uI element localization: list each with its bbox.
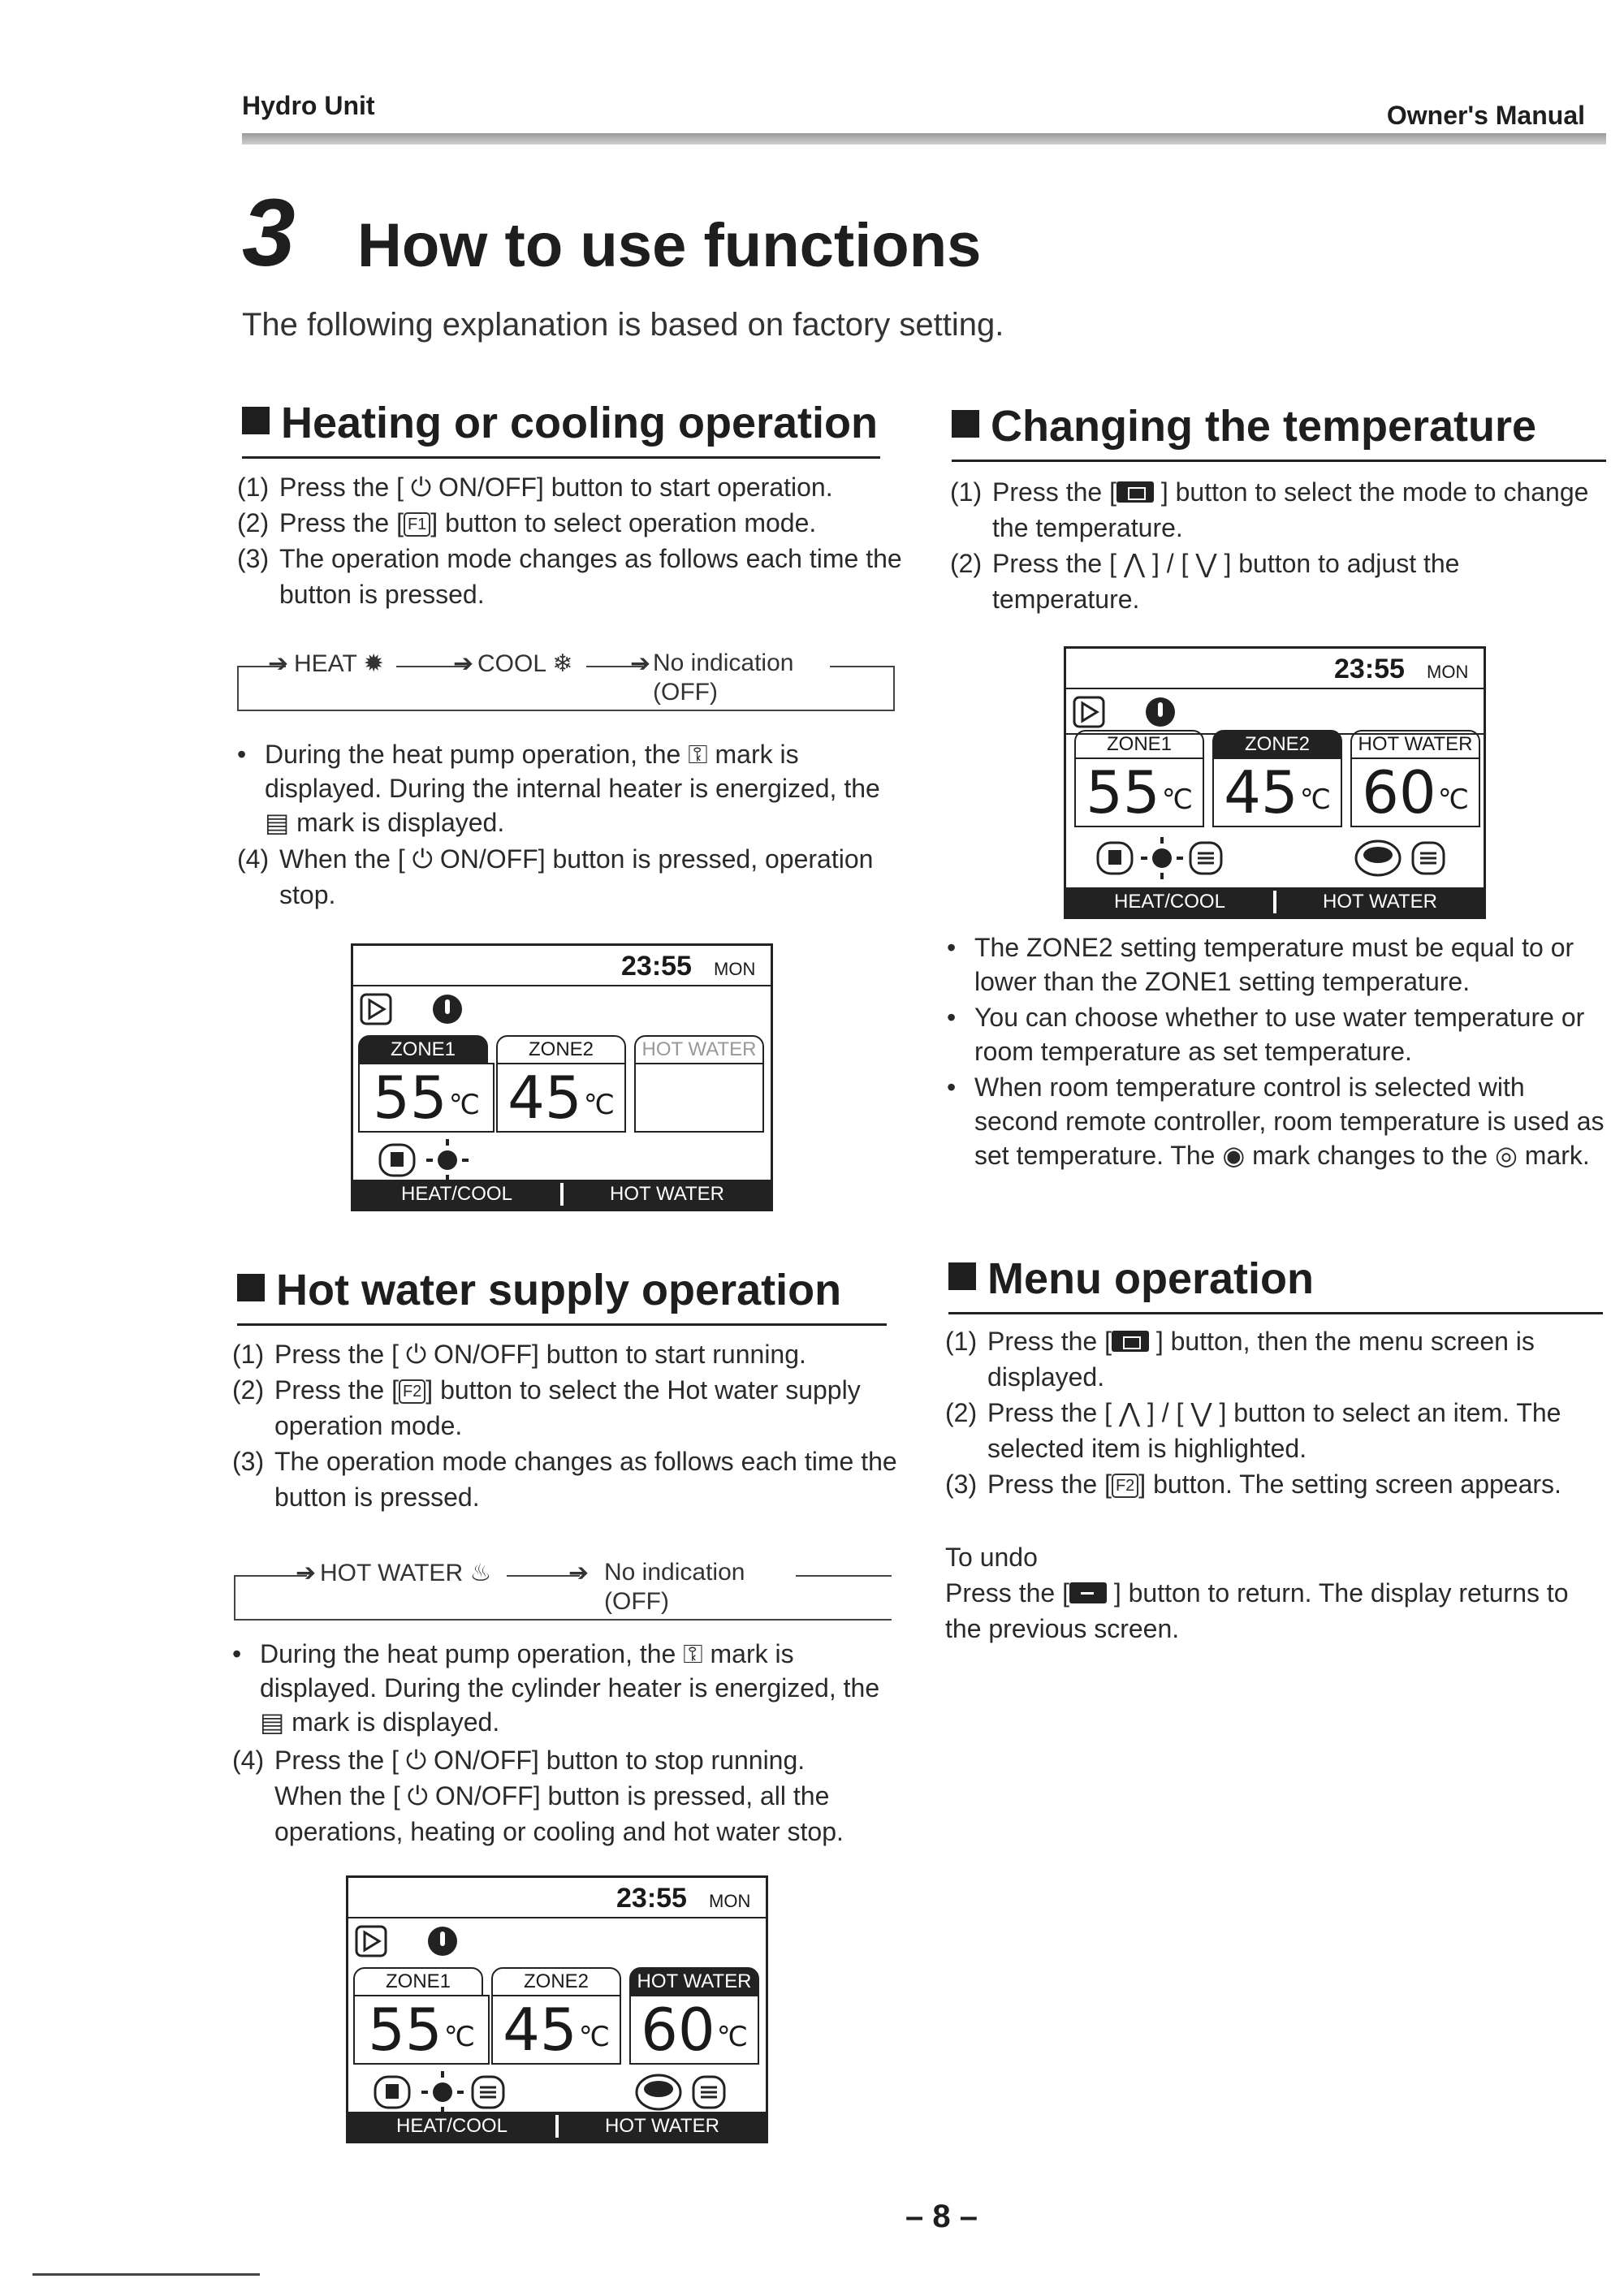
lcd-hotwater-temp: 60 ℃ — [629, 1995, 759, 2065]
hotwater-step-3: (3) The operation mode changes as follows each time the button is pressed. — [232, 1447, 897, 1512]
menu-step-2: (2) Press the [ ⋀ ] / [ ⋁ ] button to select an item. The selected item is highlighted. — [945, 1398, 1561, 1463]
sun-icon — [418, 2069, 467, 2115]
lcd-hotwater-tab: HOT WATER — [634, 1035, 764, 1064]
heating-step-1: (1) Press the [ ⏻ ON/OFF] button to start operation. — [237, 473, 833, 502]
lcd-zone1-temp: 55 ℃ — [353, 1995, 490, 2065]
menu-key-icon — [1112, 1331, 1149, 1352]
lcd-footer — [1066, 887, 1484, 917]
lcd-zone2-temp: 45 ℃ — [1212, 757, 1342, 827]
lcd-hotwater-label: HOT WATER — [605, 2115, 719, 2137]
menu-step-1: (1) Press the [ ] button, then the menu screen is displayed. — [945, 1327, 1535, 1392]
lcd-time: 23:55 — [1334, 654, 1405, 684]
lcd-heatcool-label: HEAT/COOL — [396, 2115, 508, 2137]
water-temp-icon — [431, 993, 464, 1025]
heater-icon — [1410, 840, 1446, 876]
heater-icon — [691, 2074, 727, 2110]
play-mode-icon — [1073, 696, 1105, 728]
square-bullet-icon — [948, 1262, 976, 1290]
lcd-footer — [348, 2112, 766, 2141]
square-bullet-icon — [952, 410, 979, 438]
chapter-title: How to use functions — [357, 211, 982, 280]
lcd-time: 23:55 — [616, 1883, 687, 1914]
sun-icon — [423, 1137, 472, 1183]
power-icon: ⏻ — [410, 473, 432, 502]
menu-undo: To undo Press the [ ] button to return. The display returns to the previous screen. — [945, 1539, 1605, 1646]
changing-bullet: • The ZONE2 setting temperature must be equal to or lower than the ZONE1 setting temperature. — [947, 933, 1574, 996]
flow-hotwater-label: HOT WATER — [320, 1560, 464, 1586]
water-temp-icon — [1144, 696, 1177, 728]
f2-key-icon: F2 — [1112, 1474, 1138, 1498]
lcd-zone1-tab: ZONE1 — [358, 1035, 488, 1064]
heat-pump-icon — [1095, 840, 1134, 876]
section-heading-changing: Changing the temperature — [952, 404, 1606, 462]
lcd-zone2-tab: ZONE2 — [491, 1967, 621, 1996]
menu-steps — [945, 1323, 1605, 1502]
heater-icon: ▤ — [265, 808, 290, 837]
hotwater-bullets — [232, 1637, 892, 1741]
chapter-intro: The following explanation is based on factory setting. — [242, 307, 1004, 343]
changing-step-1: (1) Press the [ ] button to select the mode to change the temperature. — [950, 477, 1589, 542]
lcd-display-heating — [351, 943, 773, 1211]
power-icon: ⏻ — [405, 1746, 427, 1775]
play-mode-icon — [355, 1925, 387, 1957]
flow-off: (OFF) — [604, 1588, 669, 1615]
hot-water-icon — [634, 2073, 683, 2112]
down-arrow-icon: ⋁ — [1190, 1398, 1212, 1427]
heating-step-3: (3) The operation mode changes as follows each time the button is pressed. — [237, 544, 902, 609]
flow-no-indication: No indication — [604, 1559, 745, 1586]
flow-no-indication: No indication — [653, 650, 794, 676]
lcd-day: MON — [714, 959, 756, 979]
power-icon: ⏻ — [412, 844, 433, 874]
sun-icon — [1138, 835, 1186, 881]
mode-select-key-icon — [1116, 481, 1154, 503]
lcd-zone1-tab: ZONE1 — [1074, 730, 1204, 759]
lcd-zone2-temp: 45 ℃ — [491, 1995, 621, 2065]
heat-pump-icon: ⚿ — [683, 1639, 703, 1668]
lcd-hotwater-label: HOT WATER — [1323, 891, 1437, 913]
play-mode-icon — [360, 993, 392, 1025]
header-left: Hydro Unit — [242, 91, 375, 120]
lcd-hotwater-temp: 60 ℃ — [1350, 757, 1480, 827]
footer-rule — [32, 2273, 260, 2276]
lcd-display-changing — [1064, 646, 1486, 919]
flow-cool-label: COOL — [477, 650, 546, 677]
page-number: – 8 – — [905, 2199, 978, 2234]
heater-icon — [1188, 840, 1224, 876]
hot-water-icon — [1354, 839, 1402, 878]
square-bullet-icon — [242, 407, 270, 434]
return-key-icon — [1069, 1582, 1107, 1603]
lcd-hotwater-tab: HOT WATER — [629, 1967, 759, 1996]
changing-steps — [950, 474, 1600, 617]
up-arrow-icon: ⋀ — [1123, 549, 1146, 578]
hotwater-bullet: • During the heat pump operation, the ⚿ mark is displayed. During the cylinder heater is energized, the ▤ mark is displayed. — [232, 1639, 880, 1737]
f2-key-icon: F2 — [399, 1379, 425, 1404]
lcd-heatcool-label: HEAT/COOL — [401, 1183, 512, 1205]
lcd-day: MON — [1427, 662, 1469, 682]
heat-pump-icon — [373, 2074, 412, 2110]
heater-icon — [470, 2074, 506, 2110]
power-icon: ⏻ — [407, 1781, 428, 1810]
heating-step-4: (4) When the [ ⏻ ON/OFF] button is pressed, operation stop. — [237, 844, 874, 909]
heat-pump-icon — [378, 1142, 417, 1178]
power-icon: ⏻ — [405, 1340, 427, 1369]
header-right: Owner's Manual — [1386, 101, 1585, 130]
lcd-zone2-tab: ZONE2 — [496, 1035, 626, 1064]
menu-step-3: (3) Press the [ F2 ] button. The setting screen appears. — [945, 1470, 1561, 1499]
lcd-hotwater-tab: HOT WATER — [1350, 730, 1480, 759]
hotwater-step-1: (1) Press the [ ⏻ ON/OFF] button to start running. — [232, 1340, 806, 1369]
sun-icon: ✹ — [363, 650, 384, 677]
chapter-number: 3 — [242, 179, 296, 287]
lcd-hotwater-temp-empty — [634, 1063, 764, 1133]
changing-bullets — [947, 930, 1606, 1174]
lcd-footer — [353, 1180, 771, 1209]
heater-icon: ▤ — [260, 1707, 285, 1737]
lcd-display-hotwater — [346, 1875, 768, 2143]
lcd-zone2-tab: ZONE2 — [1212, 730, 1342, 759]
hot-water-icon: ♨ — [469, 1560, 492, 1586]
section-heading-hotwater: Hot water supply operation — [237, 1268, 887, 1326]
snowflake-icon: ❄ — [552, 650, 573, 677]
water-temp-icon: ◉ — [1222, 1141, 1246, 1170]
up-arrow-icon: ⋀ — [1118, 1398, 1141, 1427]
heating-bullet: • During the heat pump operation, the ⚿ mark is displayed. During the internal heater is energized, the ▤ mark is displayed. — [237, 740, 880, 837]
flow-heat-label: HEAT — [294, 650, 357, 677]
section-heading-menu: Menu operation — [948, 1257, 1603, 1314]
hotwater-steps — [232, 1336, 898, 1515]
lcd-zone2-temp: 45 ℃ — [496, 1063, 626, 1133]
hotwater-step-4: (4) Press the [ ⏻ ON/OFF] button to stop running. When the [ ⏻ ON/OFF] button is pressed, all the operations, heating or cooling and hot water stop. — [232, 1746, 844, 1846]
hotwater-step-2: (2) Press the [ F2 ] button to select the Hot water supply operation mode. — [232, 1375, 861, 1440]
lcd-zone1-temp: 55 ℃ — [358, 1063, 495, 1133]
header-rule — [242, 133, 1606, 145]
room-temp-icon: ◎ — [1494, 1141, 1518, 1170]
section-heading-heating: Heating or cooling operation — [242, 401, 880, 459]
water-temp-icon — [426, 1925, 459, 1957]
lcd-heatcool-label: HEAT/COOL — [1114, 891, 1225, 913]
square-bullet-icon — [237, 1274, 265, 1301]
changing-step-2: (2) Press the [ ⋀ ] / [ ⋁ ] button to adjust the temperature. — [950, 549, 1460, 614]
heat-pump-icon: ⚿ — [688, 740, 708, 769]
undo-title: To undo — [945, 1543, 1038, 1572]
lcd-zone1-tab: ZONE1 — [353, 1967, 483, 1996]
heating-step-2: (2) Press the [ F1 ] button to select operation mode. — [237, 508, 817, 537]
down-arrow-icon: ⋁ — [1195, 549, 1217, 578]
lcd-day: MON — [709, 1891, 751, 1911]
heating-bullets — [237, 737, 895, 841]
lcd-time: 23:55 — [621, 951, 692, 982]
f1-key-icon: F1 — [404, 512, 430, 537]
flow-off: (OFF) — [653, 679, 718, 706]
lcd-zone1-temp: 55 ℃ — [1074, 757, 1204, 827]
lcd-hotwater-label: HOT WATER — [610, 1183, 724, 1205]
changing-bullet: • You can choose whether to use water temperature or room temperature as set temperature. — [947, 1003, 1585, 1066]
changing-bullet: • When room temperature control is selected with second remote controller, room temperature is used as set temperature. The ◉ mark changes to the ◎ mark. — [947, 1072, 1605, 1170]
heating-steps — [237, 469, 903, 612]
